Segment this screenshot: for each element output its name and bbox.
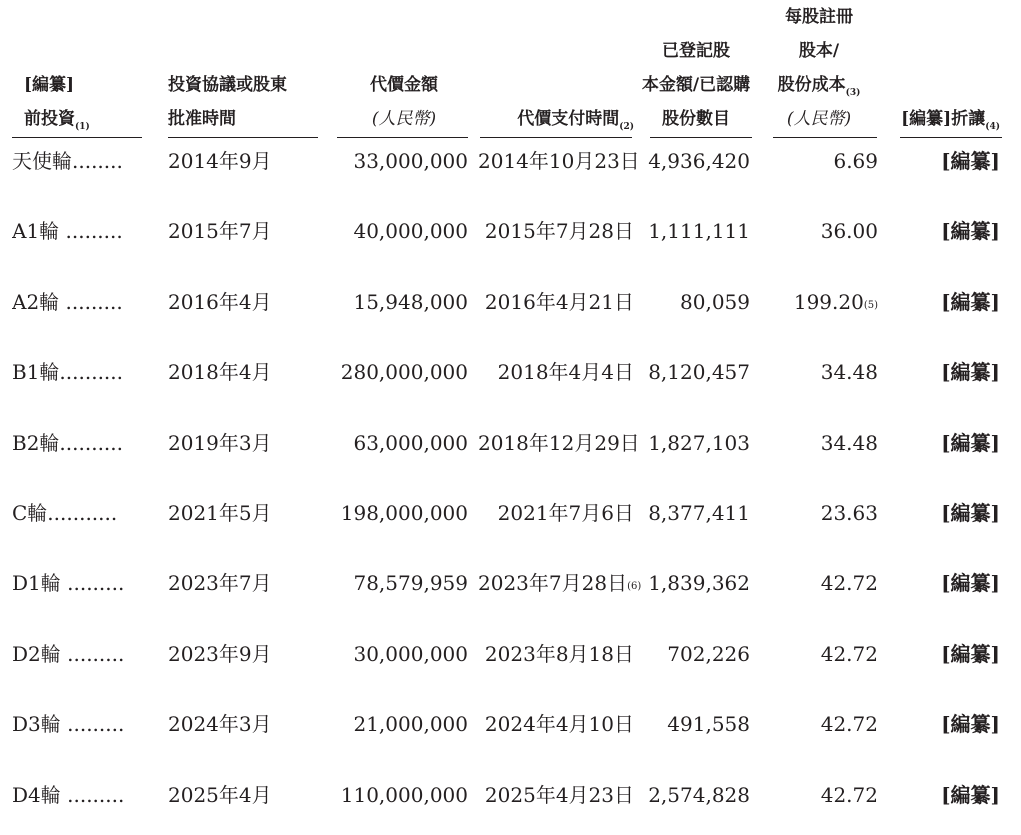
table-row <box>0 428 1021 468</box>
header-payment-date-line-1: 代價支付時間 <box>517 109 620 129</box>
payment-date-text: 2023年8月18日 <box>484 642 634 666</box>
consideration-amount-text: 33,000,000 <box>353 149 468 173</box>
payment-date-footnote: (6) <box>627 581 642 592</box>
header-rule-round <box>12 137 142 138</box>
cost-per-share <box>760 428 878 458</box>
discount-value-text: [編纂] <box>941 290 1000 314</box>
cost-per-share <box>760 287 878 317</box>
agreement-date <box>168 568 288 598</box>
registered-shares-text: 1,839,362 <box>648 571 750 595</box>
round-name <box>12 428 158 458</box>
header-cost-per-share <box>760 0 878 136</box>
round-name <box>12 568 158 598</box>
table-row <box>0 146 1021 186</box>
cost-per-share <box>760 357 878 387</box>
header-rule-registered-capital <box>650 137 752 138</box>
agreement-date <box>168 780 288 810</box>
header-payment-date-footnote: (2) <box>619 122 634 132</box>
round-name <box>12 357 158 387</box>
registered-shares <box>640 568 750 598</box>
payment-date <box>478 357 634 387</box>
agreement-date-text: 2025年4月 <box>168 783 272 807</box>
registered-shares <box>640 498 750 528</box>
round-name <box>12 780 158 810</box>
cost-per-share-text: 42.72 <box>820 571 878 595</box>
discount-value-text: [編纂] <box>941 783 1000 807</box>
payment-date-text: 2025年4月23日 <box>484 783 634 807</box>
round-name <box>12 709 158 739</box>
discount-value-text: [編纂] <box>941 431 1000 455</box>
registered-shares <box>640 780 750 810</box>
header-cost-per-share-footnote: (3) <box>845 88 861 98</box>
consideration-amount <box>340 568 468 598</box>
payment-date <box>478 639 634 669</box>
table-row <box>0 498 1021 538</box>
registered-shares <box>640 287 750 317</box>
agreement-date-text: 2023年9月 <box>168 642 272 666</box>
discount-value-text: [編纂] <box>941 219 1000 243</box>
table-row <box>0 709 1021 749</box>
cost-per-share <box>760 146 878 176</box>
round-name-text: D3輪 ......... <box>12 712 125 736</box>
consideration-amount-text: 15,948,000 <box>353 290 468 314</box>
payment-date <box>478 709 634 739</box>
agreement-date-text: 2021年5月 <box>168 501 272 525</box>
agreement-date-text: 2023年7月 <box>168 571 272 595</box>
header-discount-footnote: (4) <box>985 122 1000 132</box>
cost-per-share <box>760 639 878 669</box>
registered-shares-text: 2,574,828 <box>648 783 750 807</box>
round-name-text: B1輪.......... <box>12 360 123 384</box>
payment-date-text: 2016年4月21日 <box>484 290 634 314</box>
registered-shares-text: 4,936,420 <box>648 149 750 173</box>
round-name <box>12 639 158 669</box>
round-name-text: D2輪 ......... <box>12 642 125 666</box>
consideration-amount-text: 63,000,000 <box>353 431 468 455</box>
registered-shares-text: 1,827,103 <box>648 431 750 455</box>
cost-per-share-text: 36.00 <box>820 219 878 243</box>
discount-value <box>900 146 1000 176</box>
header-agreement-date-line-1: 投資協議或股東 <box>168 75 287 95</box>
cost-per-share-text: 34.48 <box>820 431 878 455</box>
payment-date <box>478 780 634 810</box>
header-registered-capital-line-2: 本金額/已認購 <box>641 75 751 95</box>
agreement-date <box>168 146 288 176</box>
registered-shares-text: 8,377,411 <box>648 501 750 525</box>
header-rule-discount <box>900 137 1002 138</box>
agreement-date <box>168 216 288 246</box>
cost-per-share <box>760 216 878 246</box>
header-round-line-2: 前投資 <box>24 109 75 129</box>
registered-shares <box>640 709 750 739</box>
agreement-date-text: 2014年9月 <box>168 149 272 173</box>
registered-shares <box>640 639 750 669</box>
discount-value <box>900 287 1000 317</box>
round-name-text: B2輪.......... <box>12 431 123 455</box>
consideration-amount <box>340 287 468 317</box>
registered-shares-text: 8,120,457 <box>648 360 750 384</box>
cost-per-share-footnote: (5) <box>863 300 878 311</box>
payment-date-text: 2015年7月28日 <box>484 219 634 243</box>
header-registered-capital-line-3: 股份數目 <box>662 109 730 129</box>
header-round-line-1: [編纂] <box>24 75 75 95</box>
agreement-date-text: 2018年4月 <box>168 360 272 384</box>
round-name-text: A1輪 ......... <box>12 219 123 243</box>
header-consideration-line-1: 代價金額 <box>370 75 438 95</box>
agreement-date <box>168 709 288 739</box>
header-rule-cost-per-share <box>773 137 877 138</box>
table-row <box>0 780 1021 820</box>
discount-value-text: [編纂] <box>941 149 1000 173</box>
discount-value-text: [編纂] <box>941 501 1000 525</box>
agreement-date-text: 2016年4月 <box>168 290 272 314</box>
cost-per-share <box>760 498 878 528</box>
consideration-amount-text: 78,579,959 <box>353 571 468 595</box>
consideration-amount <box>340 428 468 458</box>
header-cost-per-share-line-2: 股本/ <box>798 41 840 61</box>
payment-date <box>478 568 642 598</box>
consideration-amount <box>340 216 468 246</box>
consideration-amount-text: 110,000,000 <box>340 783 468 807</box>
registered-shares-text: 1,111,111 <box>648 219 750 243</box>
cost-per-share-text: 6.69 <box>833 149 878 173</box>
discount-value <box>900 568 1000 598</box>
payment-date-text: 2024年4月10日 <box>484 712 634 736</box>
registered-shares <box>640 428 750 458</box>
payment-date <box>478 428 640 458</box>
payment-date <box>478 146 640 176</box>
cost-per-share <box>760 780 878 810</box>
round-name-text: C輪........... <box>12 501 118 525</box>
agreement-date <box>168 498 288 528</box>
registered-shares-text: 491,558 <box>667 712 750 736</box>
payment-date-text: 2018年12月29日 <box>478 431 640 455</box>
discount-value-text: [編纂] <box>941 642 1000 666</box>
cost-per-share <box>760 709 878 739</box>
payment-date <box>478 216 634 246</box>
table-row <box>0 568 1021 608</box>
discount-value <box>900 357 1000 387</box>
payment-date <box>478 498 634 528</box>
header-agreement-date <box>168 68 287 136</box>
discount-value <box>900 780 1000 810</box>
agreement-date-text: 2019年3月 <box>168 431 272 455</box>
payment-date-text: 2014年10月23日 <box>478 149 640 173</box>
agreement-date <box>168 639 288 669</box>
table-row <box>0 357 1021 397</box>
table-row <box>0 287 1021 327</box>
consideration-amount-text: 40,000,000 <box>353 219 468 243</box>
header-discount-line-1: [編纂]折讓 <box>901 109 986 129</box>
registered-shares-text: 702,226 <box>667 642 750 666</box>
cost-per-share-text: 199.20 <box>793 290 864 314</box>
cost-per-share-text: 42.72 <box>820 783 878 807</box>
discount-value-text: [編纂] <box>941 712 1000 736</box>
header-agreement-date-line-2: 批准時間 <box>168 109 236 129</box>
consideration-amount <box>340 498 468 528</box>
registered-shares <box>640 146 750 176</box>
registered-shares <box>640 357 750 387</box>
round-name <box>12 146 158 176</box>
discount-value <box>900 428 1000 458</box>
discount-value <box>900 498 1000 528</box>
consideration-amount-text: 30,000,000 <box>353 642 468 666</box>
payment-date-text: 2023年7月28日 <box>478 571 628 595</box>
agreement-date-text: 2015年7月 <box>168 219 272 243</box>
cost-per-share-text: 23.63 <box>820 501 878 525</box>
consideration-amount-text: 21,000,000 <box>353 712 468 736</box>
cost-per-share-text: 42.72 <box>820 712 878 736</box>
payment-date <box>478 287 634 317</box>
header-cost-per-share-line-3: 股份成本 <box>777 75 846 95</box>
consideration-amount <box>340 357 468 387</box>
round-name-text: A2輪 ......... <box>12 290 123 314</box>
header-cost-per-share-unit: (人民幣) <box>786 109 852 129</box>
header-rule-payment-date <box>480 137 632 138</box>
header-discount <box>900 102 1000 136</box>
header-cost-per-share-line-1: 每股註冊 <box>785 7 853 27</box>
round-name-text: D4輪 ......... <box>12 783 125 807</box>
payment-date-text: 2021年7月6日 <box>497 501 634 525</box>
consideration-amount-text: 280,000,000 <box>340 360 468 384</box>
header-rule-consideration <box>337 137 468 138</box>
agreement-date-text: 2024年3月 <box>168 712 272 736</box>
consideration-amount <box>340 709 468 739</box>
round-name <box>12 498 158 528</box>
header-consideration <box>340 68 468 136</box>
table-row <box>0 216 1021 256</box>
discount-value-text: [編纂] <box>941 360 1000 384</box>
consideration-amount <box>340 146 468 176</box>
header-payment-date <box>478 102 634 136</box>
agreement-date <box>168 357 288 387</box>
consideration-amount <box>340 780 468 810</box>
discount-value <box>900 216 1000 246</box>
cost-per-share-text: 42.72 <box>820 642 878 666</box>
payment-date-text: 2018年4月4日 <box>497 360 634 384</box>
agreement-date <box>168 287 288 317</box>
discount-value <box>900 709 1000 739</box>
cost-per-share-text: 34.48 <box>820 360 878 384</box>
registered-shares-text: 80,059 <box>680 290 750 314</box>
header-consideration-unit: (人民幣) <box>371 109 437 129</box>
round-name-text: D1輪 ......... <box>12 571 125 595</box>
header-registered-capital-line-1: 已登記股 <box>662 41 730 61</box>
agreement-date <box>168 428 288 458</box>
cost-per-share <box>760 568 878 598</box>
discount-value-text: [編纂] <box>941 571 1000 595</box>
header-round <box>24 68 90 136</box>
consideration-amount-text: 198,000,000 <box>340 501 468 525</box>
table-row <box>0 639 1021 679</box>
header-registered-capital <box>636 34 756 136</box>
discount-value <box>900 639 1000 669</box>
round-name-text: 天使輪........ <box>12 149 123 173</box>
registered-shares <box>640 216 750 246</box>
header-rule-agreement-date <box>168 137 318 138</box>
consideration-amount <box>340 639 468 669</box>
header-round-footnote: (1) <box>75 122 90 132</box>
round-name <box>12 287 158 317</box>
round-name <box>12 216 158 246</box>
